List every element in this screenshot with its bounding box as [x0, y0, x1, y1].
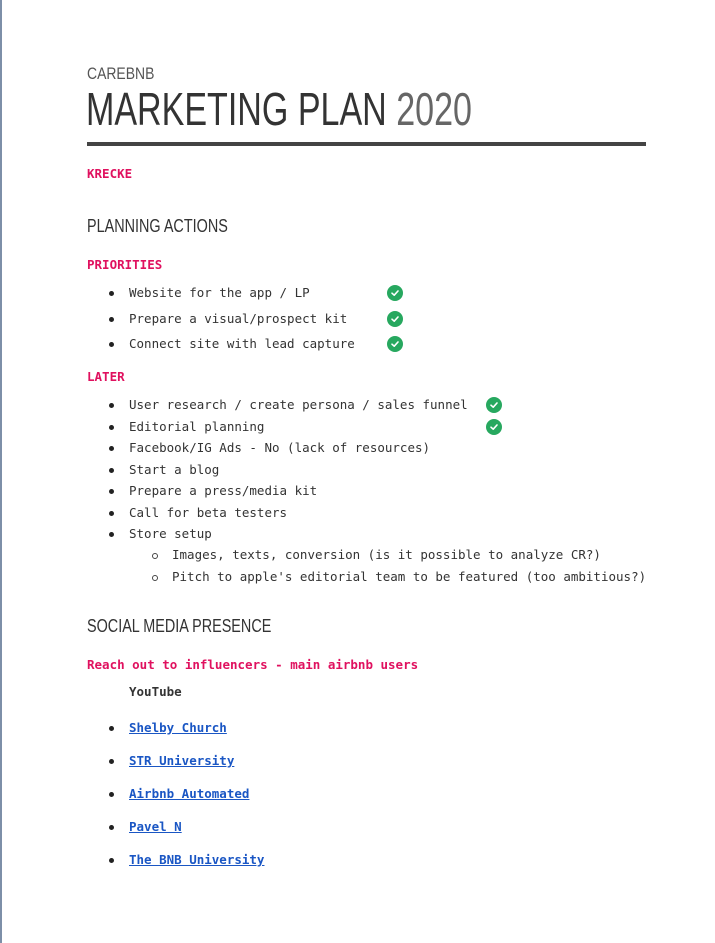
list-item	[0, 336, 715, 356]
bullet-icon	[109, 858, 114, 863]
bullet-icon	[109, 317, 114, 322]
list-item	[0, 285, 715, 305]
link-shelby-church[interactable]: Shelby Church	[129, 720, 227, 735]
bullet-icon	[109, 446, 114, 451]
bullet-icon	[109, 342, 114, 347]
bullet-icon	[109, 759, 114, 764]
list-item	[0, 720, 715, 740]
list-item	[0, 753, 715, 773]
link-str-university[interactable]: STR University	[129, 753, 235, 768]
list-item-text: Prepare a press/media kit	[129, 483, 318, 498]
sub-list-item	[0, 547, 715, 567]
list-item-text: Facebook/IG Ads - No (lack of resources)	[129, 440, 431, 455]
check-circle-icon	[486, 419, 502, 435]
list-item	[0, 462, 715, 482]
page-title	[86, 82, 472, 136]
list-item-text: Website for the app / LP	[129, 285, 310, 300]
list-item	[0, 819, 715, 839]
bullet-icon	[109, 792, 114, 797]
sub-list-item-text: Images, texts, conversion (is it possible to analyze CR?)	[172, 547, 601, 562]
link-the-bnb-university[interactable]: The BNB University	[129, 852, 265, 867]
list-item	[0, 311, 715, 331]
sub-list-item-text: Pitch to apple's editorial team to be featured (too ambitious?)	[172, 569, 647, 584]
list-item-text: User research / create persona / sales funnel	[129, 397, 468, 412]
bullet-icon	[109, 468, 114, 473]
hollow-bullet-icon	[152, 575, 158, 581]
bullet-icon	[109, 403, 114, 408]
list-item	[0, 505, 715, 525]
list-item-text: Store setup	[129, 526, 212, 541]
check-circle-icon	[387, 285, 403, 301]
list-item	[0, 852, 715, 872]
bullet-icon	[109, 532, 114, 537]
author-label: KRECKE	[87, 166, 133, 181]
title-main: MARKETING PLAN	[86, 83, 387, 135]
check-circle-icon	[387, 311, 403, 327]
title-year: 2020	[396, 83, 472, 135]
list-item-text: Start a blog	[129, 462, 220, 477]
hollow-bullet-icon	[152, 553, 158, 559]
brand-name: CAREBNB	[87, 64, 155, 83]
list-item	[0, 526, 715, 546]
check-circle-icon	[387, 336, 403, 352]
list-item	[0, 397, 715, 417]
later-label: LATER	[87, 369, 125, 384]
link-airbnb-automated[interactable]: Airbnb Automated	[129, 786, 250, 801]
list-item-text: Prepare a visual/prospect kit	[129, 311, 348, 326]
list-item-text: Editorial planning	[129, 419, 265, 434]
check-circle-icon	[486, 397, 502, 413]
list-item	[0, 440, 715, 460]
title-divider	[87, 142, 646, 146]
bullet-icon	[109, 825, 114, 830]
bullet-icon	[109, 291, 114, 296]
list-item	[0, 483, 715, 503]
priorities-label: PRIORITIES	[87, 257, 163, 272]
bullet-icon	[109, 425, 114, 430]
social-heading: SOCIAL MEDIA PRESENCE	[87, 616, 272, 636]
influencers-subheading: Reach out to influencers - main airbnb users	[87, 657, 419, 672]
planning-heading: PLANNING ACTIONS	[87, 216, 228, 236]
sub-list-item	[0, 569, 715, 589]
bullet-icon	[109, 511, 114, 516]
list-item-text: Call for beta testers	[129, 505, 288, 520]
bullet-icon	[109, 489, 114, 494]
list-item	[0, 786, 715, 806]
youtube-label: YouTube	[129, 684, 182, 699]
list-item	[0, 419, 715, 439]
list-item-text: Connect site with lead capture	[129, 336, 355, 351]
link-pavel-n[interactable]: Pavel N	[129, 819, 182, 834]
bullet-icon	[109, 726, 114, 731]
